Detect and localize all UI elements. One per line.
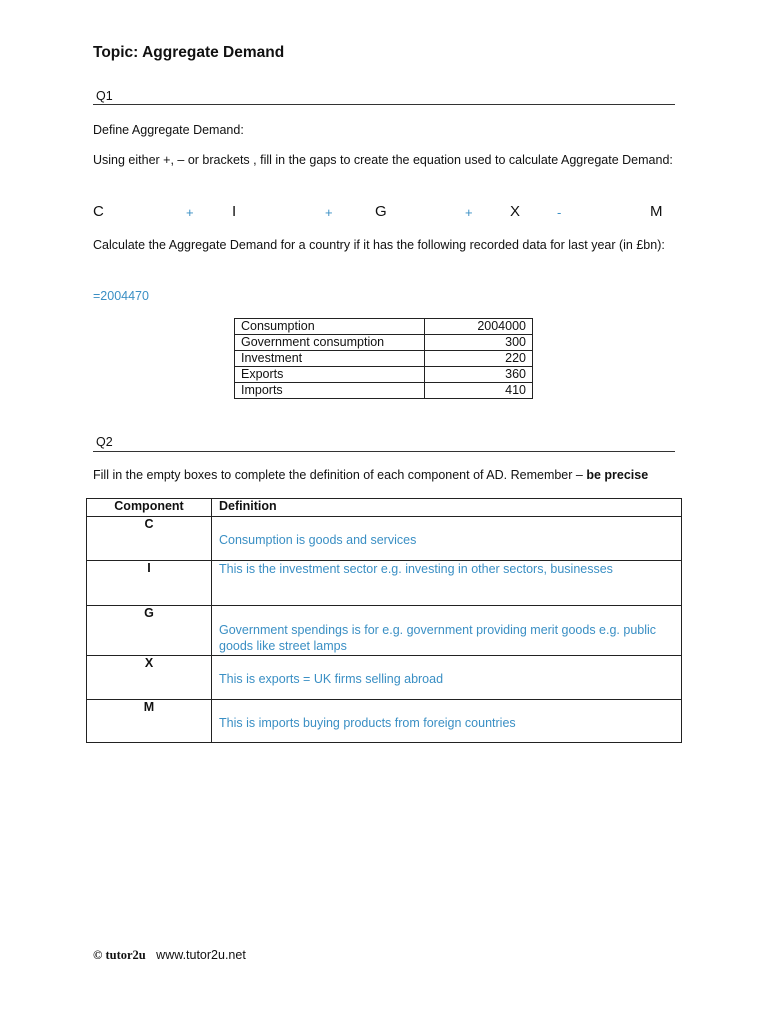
row-label: Imports	[235, 383, 425, 399]
equation-term-c: C	[93, 203, 104, 220]
component-cell: C	[87, 517, 212, 561]
row-value: 300	[425, 335, 533, 351]
equation-term-x: X	[510, 203, 521, 220]
table-row	[87, 656, 682, 700]
components-table	[86, 498, 682, 743]
component-cell: G	[87, 606, 212, 656]
table-row	[87, 606, 682, 656]
table-row	[235, 351, 533, 367]
equation-op-3: +	[465, 205, 473, 220]
q2-label: Q2	[96, 435, 113, 449]
definition-cell: This is exports = UK firms selling abroad	[212, 656, 682, 700]
footer-url[interactable]: www.tutor2u.net	[156, 948, 246, 962]
table-row	[235, 383, 533, 399]
equation-op-1: +	[186, 205, 194, 220]
definition-cell: This is the investment sector e.g. investing in other sectors, businesses	[212, 561, 682, 606]
definition-cell: Government spendings is for e.g. government providing merit goods e.g. public goods like street lamps	[212, 606, 682, 656]
equation-op-4: -	[557, 205, 562, 220]
table-row	[235, 335, 533, 351]
q1-define-prompt: Define Aggregate Demand:	[93, 123, 244, 137]
equation-term-i: I	[232, 203, 237, 220]
row-value: 410	[425, 383, 533, 399]
q1-calc-instruction: Calculate the Aggregate Demand for a country if it has the following recorded data for last year (in £bn):	[93, 238, 665, 252]
table-row	[87, 517, 682, 561]
row-value: 360	[425, 367, 533, 383]
q2-instruction	[93, 466, 693, 485]
row-value: 220	[425, 351, 533, 367]
row-label: Investment	[235, 351, 425, 367]
component-header: Component	[87, 499, 212, 517]
ad-data-table	[234, 318, 533, 399]
q1-answer: =2004470	[93, 289, 149, 303]
table-row	[235, 319, 533, 335]
table-row	[235, 367, 533, 383]
table-row	[87, 561, 682, 606]
q2-divider	[93, 451, 675, 452]
footer-copyright: © tutor2u	[93, 948, 146, 962]
row-label: Consumption	[235, 319, 425, 335]
row-label: Government consumption	[235, 335, 425, 351]
q1-equation-instruction: Using either +, – or brackets , fill in the gaps to create the equation used to calculate Aggregate Demand:	[93, 153, 673, 167]
row-label: Exports	[235, 367, 425, 383]
page-title: Topic: Aggregate Demand	[93, 44, 285, 61]
definition-header: Definition	[212, 499, 682, 517]
table-header-row	[87, 499, 682, 517]
definition-cell: This is imports buying products from foreign countries	[212, 700, 682, 743]
equation-op-2: +	[325, 205, 333, 220]
component-cell: X	[87, 656, 212, 700]
equation-term-m: M	[650, 203, 663, 220]
q1-divider	[93, 104, 675, 105]
q2-instruction-text: Fill in the empty boxes to complete the definition of each component of AD. Remember –	[93, 468, 583, 482]
footer	[93, 948, 246, 963]
definition-cell: Consumption is goods and services	[212, 517, 682, 561]
equation-term-g: G	[375, 203, 387, 220]
table-row	[87, 700, 682, 743]
q1-label: Q1	[96, 89, 113, 103]
row-value: 2004000	[425, 319, 533, 335]
component-cell: M	[87, 700, 212, 743]
component-cell: I	[87, 561, 212, 606]
q2-instruction-emphasis: be precise	[586, 468, 649, 482]
